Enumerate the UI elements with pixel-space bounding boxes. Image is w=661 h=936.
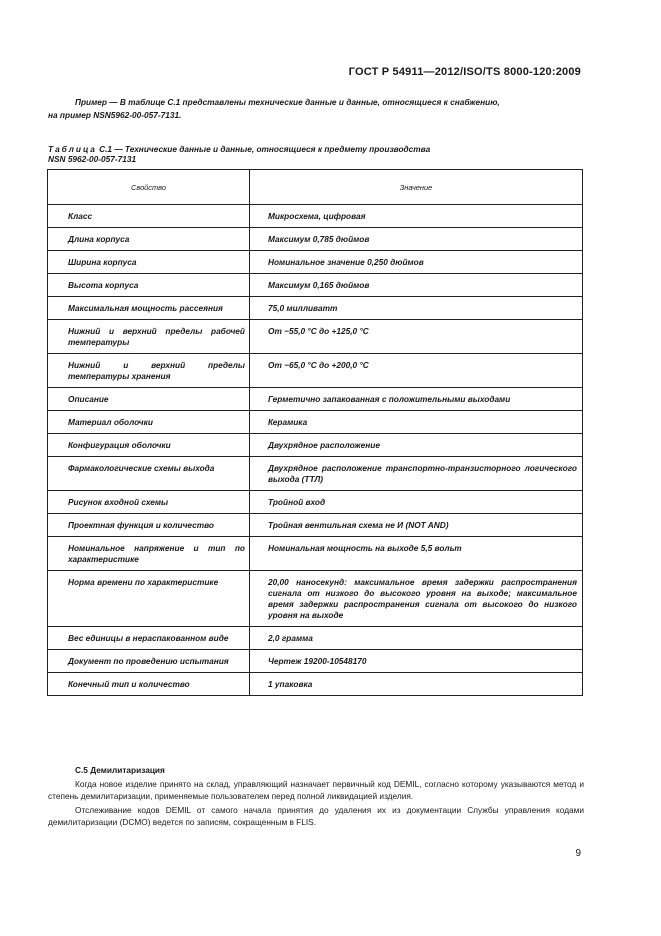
cell-property: Номинальное напряжение и тип по характеристике [48,537,250,571]
section-paragraph: Отслеживание кодов DEMIL от самого начала принятия до удаления их из документации Службы управления кодами демилитаризации (DCMO) ведется по записям, сокращенным в FLIS. [48,805,584,828]
table-caption-label: Таблица [48,144,97,154]
cell-value: Номинальное значение 0,250 дюймов [250,251,583,274]
header-value: Значение [250,170,583,205]
cell-value: Двухрядное расположение транспортно-транзисторного логического выхода (ТТЛ) [250,457,583,491]
cell-value: Чертеж 19200-10548170 [250,650,583,673]
cell-property: Класс [48,205,250,228]
cell-property: Конфигурация оболочки [48,434,250,457]
table-row [48,354,583,388]
cell-property: Нижний и верхний пределы температуры хранения [48,354,250,388]
table-row [48,297,583,320]
table-caption-title: С.1 — Технические данные и данные, относящиеся к предмету производства [96,144,431,154]
cell-property: Максимальная мощность рассеяния [48,297,250,320]
table-row [48,514,583,537]
page-number: 9 [575,848,581,859]
table-row [48,457,583,491]
table-row [48,673,583,696]
document-number: ГОСТ Р 54911—2012/ISO/TS 8000-120:2009 [348,66,581,78]
cell-property: Нижний и верхний пределы рабочей температуры [48,320,250,354]
cell-property: Ширина корпуса [48,251,250,274]
cell-property: Фармакологические схемы выхода [48,457,250,491]
table-row [48,388,583,411]
table-row [48,205,583,228]
cell-value: 75,0 милливатт [250,297,583,320]
cell-value: 20,00 наносекунд: максимальное время задержки распространения сигнала от низкого до высокого уровня на выходе; максимальное время задержки распространения сигнала от высокого до низкого уровня на выходе [250,571,583,627]
cell-property: Норма времени по характеристике [48,571,250,627]
example-line-2: на пример NSN5962-00-057-7131. [48,110,182,120]
table-caption-line-2: NSN 5962-00-057-7131 [48,154,137,164]
header-property: Свойство [48,170,250,205]
cell-value: Герметично запакованная с положительными выходами [250,388,583,411]
example-line-1: Пример — В таблице С.1 представлены технические данные и данные, относящиеся к снабжению, [75,97,500,107]
spec-table [47,169,583,696]
table-row [48,251,583,274]
table-caption [48,144,584,164]
cell-property: Вес единицы в нераспакованном виде [48,627,250,650]
cell-value: Тройная вентильная схема не И (NOT AND) [250,514,583,537]
cell-value: Максимум 0,165 дюймов [250,274,583,297]
table-row [48,274,583,297]
table-row [48,491,583,514]
table-row [48,434,583,457]
cell-value: От −55,0 °С до +125,0 °С [250,320,583,354]
table-row [48,537,583,571]
cell-property: Проектная функция и количество [48,514,250,537]
cell-value: Максимум 0,785 дюймов [250,228,583,251]
section-paragraph: Когда новое изделие принято на склад, управляющий назначает первичный код DEMIL, согласно которому указываются метод и степень демилитаризации, применяемые пользователем перед полной ликвидацией изделия. [48,778,584,801]
table-row [48,320,583,354]
cell-value: От −65,0 °С до +200,0 °С [250,354,583,388]
cell-property: Документ по проведению испытания [48,650,250,673]
cell-property: Описание [48,388,250,411]
cell-property: Длина корпуса [48,228,250,251]
table-row [48,650,583,673]
table-row [48,627,583,650]
table-row [48,228,583,251]
cell-value: Тройной вход [250,491,583,514]
cell-property: Материал оболочки [48,411,250,434]
cell-property: Рисунок входной схемы [48,491,250,514]
cell-property: Конечный тип и количество [48,673,250,696]
table-row [48,571,583,627]
table-header-row [48,170,583,205]
cell-value: Керамика [250,411,583,434]
cell-value: 2,0 грамма [250,627,583,650]
cell-value: 1 упаковка [250,673,583,696]
cell-value: Номинальная мощность на выходе 5,5 вольт [250,537,583,571]
cell-value: Микросхема, цифровая [250,205,583,228]
section-heading: С.5 Демилитаризация [75,765,165,775]
cell-property: Высота корпуса [48,274,250,297]
table-row [48,411,583,434]
example-paragraph [48,96,584,122]
cell-value: Двухрядное расположение [250,434,583,457]
section-demilitarization [48,765,584,832]
